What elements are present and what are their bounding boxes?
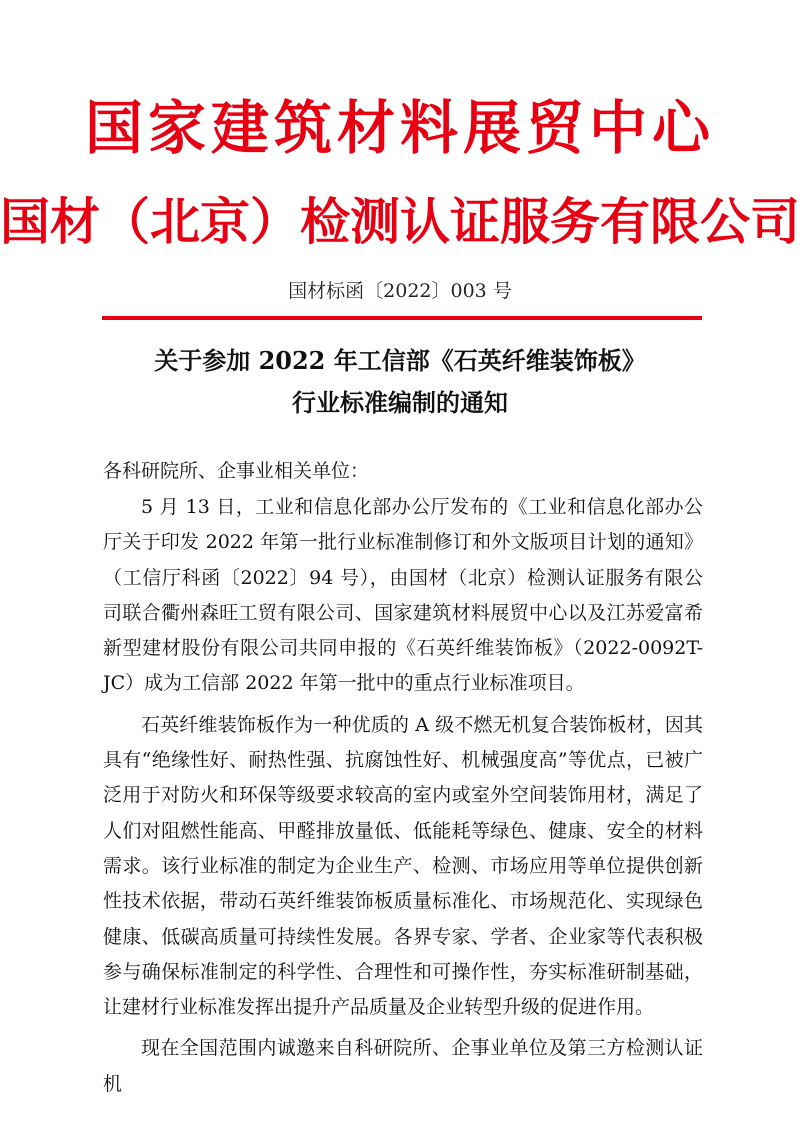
- org-name-primary: 国家建筑材料展贸中心: [84, 94, 715, 162]
- body-paragraph-3: 现在全国范围内诚邀来自科研院所、企事业单位及第三方检测认证机: [103, 1037, 703, 1095]
- notice-title-line-2: 行业标准编制的通知: [292, 388, 508, 417]
- org-name-secondary: 国材（北京）检测认证服务有限公司: [0, 193, 800, 251]
- notice-title-line-1: 关于参加 2022 年工信部《石英纤维装饰板》: [154, 346, 646, 375]
- salutation: 各科研院所、企事业相关单位：: [103, 460, 370, 482]
- body-paragraph-1: 5 月 13 日，工业和信息化部办公厅发布的《工业和信息化部办公厅关于印发 2022 年第一批行业标准制修订和外文版项目计划的通知》（工信厅科函〔2022〕94 号），由国材（北京）检测认证服务有限公司联合衢州森旺工贸有限公司、国家建筑材料展贸中心以及江苏爱富希新型建材股份有限公司共同申报的《石英纤维装饰板》（2022-0092T-JC）成为工信部 2022 年第一批中的重点行业标准项目。: [103, 496, 703, 695]
- document-number: 国材标函〔2022〕003 号: [288, 280, 512, 302]
- notice-title: [0, 340, 800, 424]
- notice-body: [103, 490, 703, 1108]
- body-paragraph-2: 石英纤维装饰板作为一种优质的 A 级不燃无机复合装饰板材，因其具有“绝缘性好、耐热性强、抗腐蚀性好、机械强度高”等优点，已被广泛用于对防火和环保等级要求较高的室内或室外空间装饰用材，满足了人们对阻燃性能高、甲醛排放量低、低能耗等绿色、健康、安全的材料需求。该行业标准的制定为企业生产、检测、市场应用等单位提供创新性技术依据，带动石英纤维装饰板质量标准化、市场规范化、实现绿色健康、低碳高质量可持续性发展。各界专家、学者、企业家等代表积极参与确保标准制定的科学性、合理性和可操作性，夯实标准研制基础，让建材行业标准发挥出提升产品质量及企业转型升级的促进作用。: [103, 713, 703, 1019]
- header-red-rule: [102, 316, 702, 320]
